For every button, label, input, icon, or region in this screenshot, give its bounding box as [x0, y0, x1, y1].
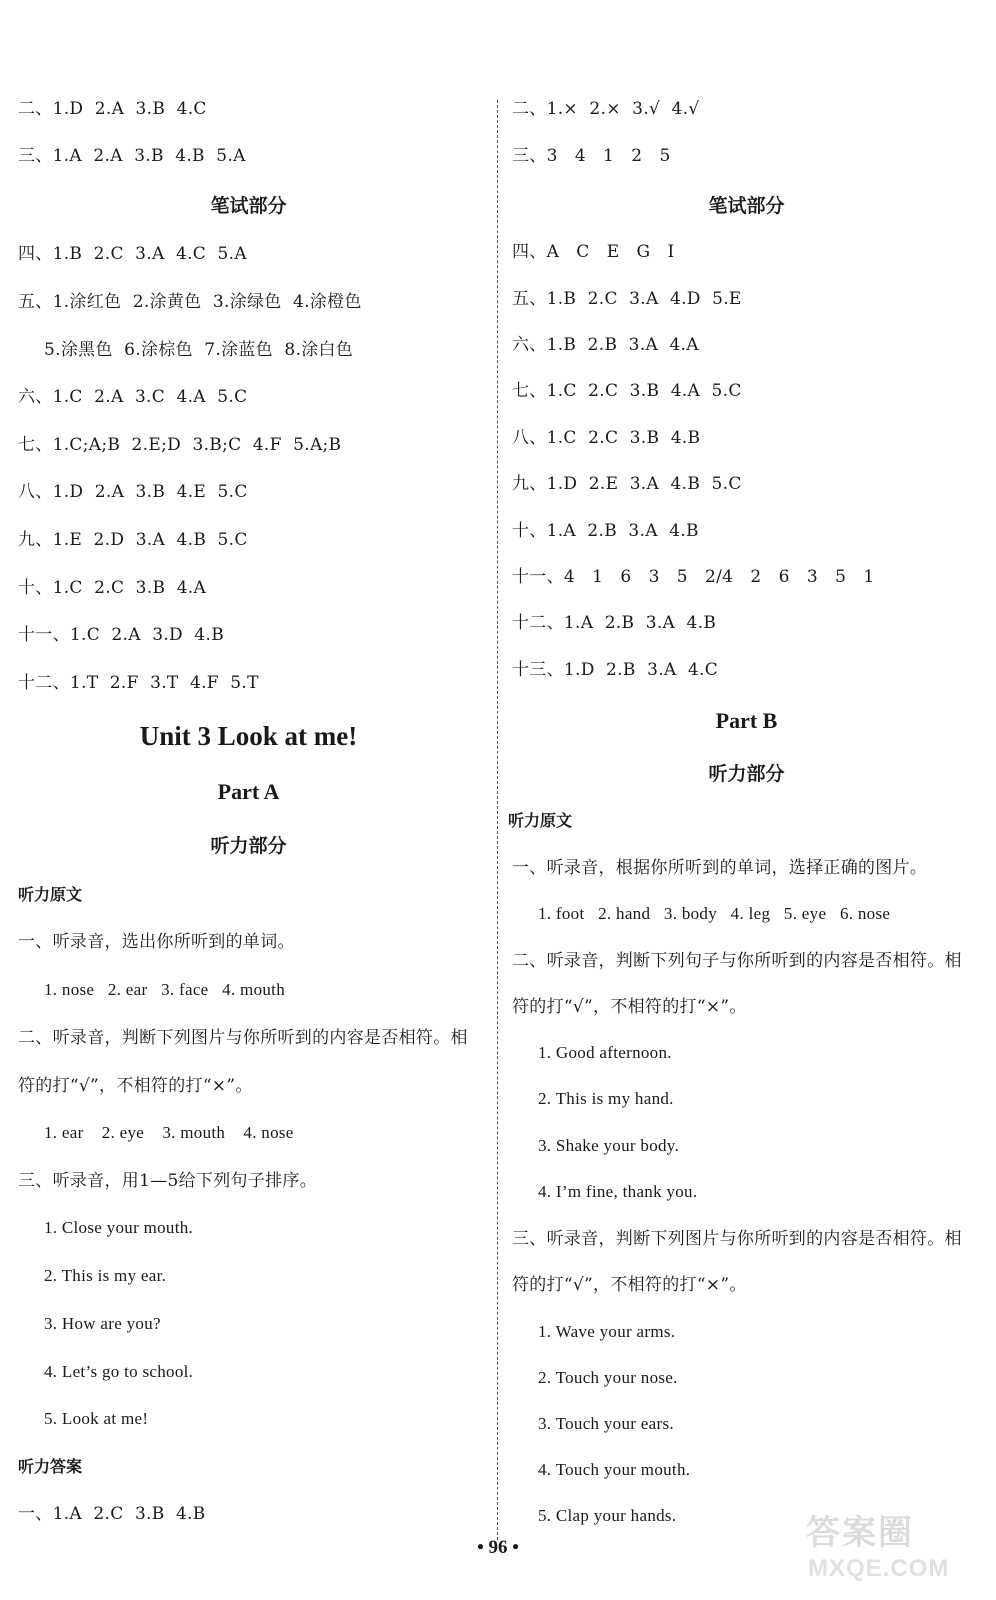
answer-line: 十一、4 1 6 3 5 2/4 2 6 3 5 1 [512, 567, 875, 587]
answer-line: 二、1.D 2.A 3.B 4.C [18, 99, 207, 119]
sentence-item: 2. This is my hand. [538, 1089, 674, 1108]
sentence-item: 2. Touch your nose. [538, 1368, 678, 1387]
answer-line: 三、1.A 2.A 3.B 4.B 5.A [18, 146, 246, 166]
sentence-item: 3. Touch your ears. [538, 1414, 674, 1433]
answer-line: 十、1.C 2.C 3.B 4.A [18, 578, 207, 598]
section-heading-listening: 听力部分 [210, 835, 287, 857]
answer-line: 十二、1.A 2.B 3.A 4.B [512, 613, 717, 633]
sentence-item: 1. Good afternoon. [538, 1043, 672, 1062]
sentence-item: 3. Shake your body. [538, 1136, 680, 1155]
answer-line: 八、1.D 2.A 3.B 4.E 5.C [18, 482, 248, 502]
part-title-a: Part A [217, 779, 280, 804]
answer-line: 十一、1.C 2.A 3.D 4.B [18, 625, 225, 645]
sentence-item: 3. How are you? [44, 1314, 161, 1333]
answer-line: 十二、1.T 2.F 3.T 4.F 5.T [18, 673, 259, 693]
answer-line: 三、3 4 1 2 5 [512, 146, 671, 166]
label-listening-script: 听力原文 [18, 885, 83, 904]
sentence-item: 5. Look at me! [44, 1409, 149, 1428]
question-text: 二、听录音，判断下列句子与你所听到的内容是否相符。相 [512, 951, 962, 971]
label-listening-answers: 听力答案 [18, 1457, 83, 1476]
question-text: 一、听录音，根据你所听到的单词，选择正确的图片。 [512, 858, 928, 878]
answer-line: 六、1.C 2.A 3.C 4.A 5.C [18, 387, 248, 407]
label-listening-script: 听力原文 [508, 811, 573, 830]
answer-line: 一、1.A 2.C 3.B 4.B [18, 1504, 206, 1524]
section-heading-written: 笔试部分 [210, 195, 287, 217]
watermark-url: MXQE.COM [808, 1555, 950, 1582]
question-text: 一、听录音，选出你所听到的单词。 [18, 932, 295, 952]
answer-line: 五、1.涂红色 2.涂黄色 3.涂绿色 4.涂橙色 [18, 292, 362, 312]
question-text: 符的打“√”，不相符的打“×”。 [18, 1076, 253, 1096]
answer-line: 六、1.B 2.B 3.A 4.A [512, 335, 699, 355]
answer-line: 五、1.B 2.C 3.A 4.D 5.E [512, 289, 742, 309]
section-heading-listening: 听力部分 [708, 763, 785, 785]
sentence-item: 5. Clap your hands. [538, 1506, 677, 1525]
sentence-item: 1. Close your mouth. [44, 1218, 194, 1237]
question-text: 符的打“√”，不相符的打“×”。 [512, 997, 747, 1017]
answer-line: 八、1.C 2.C 3.B 4.B [512, 428, 701, 448]
sentence-item: 4. Touch your mouth. [538, 1460, 691, 1479]
answer-line: 四、1.B 2.C 3.A 4.C 5.A [18, 244, 247, 264]
question-text: 符的打“√”，不相符的打“×”。 [512, 1275, 747, 1295]
answer-line: 四、A C E G I [512, 242, 675, 262]
answer-line: 九、1.E 2.D 3.A 4.B 5.C [18, 530, 248, 550]
part-title-b: Part B [715, 708, 778, 733]
answer-line: 七、1.C 2.C 3.B 4.A 5.C [512, 381, 742, 401]
question-text: 三、听录音，判断下列图片与你所听到的内容是否相符。相 [512, 1229, 962, 1249]
answer-line: 十三、1.D 2.B 3.A 4.C [512, 660, 719, 680]
answer-line: 5.涂黑色 6.涂棕色 7.涂蓝色 8.涂白色 [44, 340, 354, 360]
watermark [806, 1505, 982, 1593]
watermark-logo: 答案圈 [806, 1513, 914, 1553]
page-number: • 96 • [477, 1537, 519, 1558]
answer-line: 二、1.× 2.× 3.√ 4.√ [512, 99, 700, 119]
answer-line: 九、1.D 2.E 3.A 4.B 5.C [512, 474, 742, 494]
sentence-item: 4. Let’s go to school. [44, 1362, 194, 1381]
answer-line: 七、1.C;A;B 2.E;D 3.B;C 4.F 5.A;B [18, 435, 342, 455]
section-heading-written: 笔试部分 [708, 195, 785, 217]
question-items: 1. nose 2. ear 3. face 4. mouth [44, 980, 286, 999]
unit-title: Unit 3 Look at me! [139, 721, 358, 751]
question-items: 1. ear 2. eye 3. mouth 4. nose [44, 1123, 294, 1142]
answer-line: 十、1.A 2.B 3.A 4.B [512, 521, 699, 541]
sentence-item: 1. Wave your arms. [538, 1322, 676, 1341]
question-text: 三、听录音，用1—5给下列句子排序。 [18, 1171, 318, 1191]
sentence-item: 2. This is my ear. [44, 1266, 167, 1285]
question-text: 二、听录音，判断下列图片与你所听到的内容是否相符。相 [18, 1028, 468, 1048]
sentence-item: 4. I’m fine, thank you. [538, 1182, 698, 1201]
question-items: 1. foot 2. hand 3. body 4. leg 5. eye 6. nose [538, 904, 891, 923]
column-divider [497, 100, 498, 1540]
